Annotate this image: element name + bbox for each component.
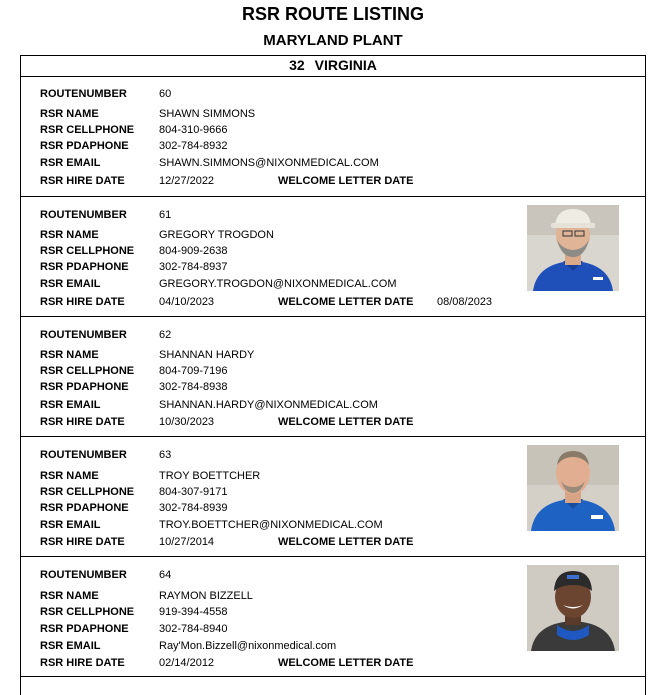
rsr-hire-date-value: 10/27/2014 — [159, 536, 215, 548]
route-number-value: 63 — [159, 449, 172, 461]
route-number-value: 60 — [159, 88, 172, 100]
rsr-name-label: RSR NAME — [40, 590, 99, 602]
rsr-email-label: RSR EMAIL — [40, 519, 101, 531]
region-label: 32 VIRGINIA — [289, 57, 377, 73]
rsr-hire-date-value: 04/10/2023 — [159, 296, 215, 308]
welcome-letter-date-value: 08/08/2023 — [437, 296, 493, 308]
rsr-name-label: RSR NAME — [40, 349, 99, 361]
employee-photo — [527, 565, 619, 651]
rsr-hire-date-value: 02/14/2012 — [159, 657, 215, 669]
rsr-name-value: SHANNAN HARDY — [159, 349, 255, 361]
route-number-label: ROUTENUMBER — [40, 449, 127, 461]
route-number-label: ROUTENUMBER — [40, 209, 127, 221]
rsr-email-label: RSR EMAIL — [40, 278, 101, 290]
rsr-pdaphone-label: RSR PDAPHONE — [40, 623, 129, 635]
rsr-email-value: SHAWN.SIMMONS@NIXONMEDICAL.COM — [159, 157, 379, 169]
rsr-cellphone-value: 804-307-9171 — [159, 486, 228, 498]
rsr-cellphone-value: 804-310-9666 — [159, 124, 228, 136]
route-card — [20, 196, 646, 316]
rsr-cellphone-value: 919-394-4558 — [159, 606, 228, 618]
rsr-hire-date-label: RSR HIRE DATE — [40, 416, 125, 428]
welcome-letter-date-label: WELCOME LETTER DATE — [278, 296, 414, 308]
rsr-pdaphone-value: 302-784-8939 — [159, 502, 228, 514]
route-card — [20, 77, 646, 197]
rsr-email-value: SHANNAN.HARDY@NIXONMEDICAL.COM — [159, 399, 378, 411]
rsr-pdaphone-value: 302-784-8937 — [159, 261, 228, 273]
rsr-email-label: RSR EMAIL — [40, 640, 101, 652]
route-number-label: ROUTENUMBER — [40, 569, 127, 581]
rsr-email-label: RSR EMAIL — [40, 157, 101, 169]
rsr-pdaphone-label: RSR PDAPHONE — [40, 381, 129, 393]
rsr-hire-date-label: RSR HIRE DATE — [40, 175, 125, 187]
rsr-pdaphone-label: RSR PDAPHONE — [40, 140, 129, 152]
rsr-cellphone-label: RSR CELLPHONE — [40, 606, 135, 618]
rsr-name-value: SHAWN SIMMONS — [159, 108, 256, 120]
rsr-email-label: RSR EMAIL — [40, 399, 101, 411]
welcome-letter-date-label: WELCOME LETTER DATE — [278, 175, 414, 187]
rsr-email-value: TROY.BOETTCHER@NIXONMEDICAL.COM — [159, 519, 383, 531]
route-number-label: ROUTENUMBER — [40, 88, 127, 100]
route-card — [20, 436, 646, 556]
rsr-pdaphone-value: 302-784-8932 — [159, 140, 228, 152]
rsr-name-value: TROY BOETTCHER — [159, 470, 261, 482]
rsr-hire-date-value: 12/27/2022 — [159, 175, 215, 187]
rsr-name-label: RSR NAME — [40, 470, 99, 482]
rsr-hire-date-value: 10/30/2023 — [159, 416, 215, 428]
employee-photo — [527, 445, 619, 531]
rsr-pdaphone-value: 302-784-8938 — [159, 381, 228, 393]
page-title: RSR ROUTE LISTING — [241, 4, 424, 24]
employee-photo — [527, 205, 619, 291]
rsr-pdaphone-label: RSR PDAPHONE — [40, 261, 129, 273]
welcome-letter-date-label: WELCOME LETTER DATE — [278, 416, 414, 428]
route-number-label: ROUTENUMBER — [40, 329, 127, 341]
route-card — [20, 556, 646, 676]
rsr-name-label: RSR NAME — [40, 229, 99, 241]
route-number-value: 62 — [159, 329, 172, 341]
rsr-name-label: RSR NAME — [40, 108, 99, 120]
rsr-pdaphone-value: 302-784-8940 — [159, 623, 228, 635]
rsr-cellphone-label: RSR CELLPHONE — [40, 365, 135, 377]
rsr-email-value: Ray'Mon.Bizzell@nixonmedical.com — [159, 640, 337, 652]
welcome-letter-date-label: WELCOME LETTER DATE — [278, 657, 414, 669]
section-divider — [20, 676, 646, 677]
rsr-name-value: GREGORY TROGDON — [159, 229, 274, 241]
route-number-value: 61 — [159, 209, 172, 221]
rsr-hire-date-label: RSR HIRE DATE — [40, 657, 125, 669]
rsr-name-value: RAYMON BIZZELL — [159, 590, 253, 602]
rsr-pdaphone-label: RSR PDAPHONE — [40, 502, 129, 514]
welcome-letter-date-label: WELCOME LETTER DATE — [278, 536, 414, 548]
rsr-hire-date-label: RSR HIRE DATE — [40, 536, 125, 548]
route-number-value: 64 — [159, 569, 172, 581]
route-card — [20, 316, 646, 436]
rsr-cellphone-label: RSR CELLPHONE — [40, 124, 135, 136]
rsr-cellphone-value: 804-709-7196 — [159, 365, 228, 377]
rsr-email-value: GREGORY.TROGDON@NIXONMEDICAL.COM — [159, 278, 397, 290]
rsr-cellphone-value: 804-909-2638 — [159, 245, 228, 257]
page-subtitle: MARYLAND PLANT — [263, 32, 403, 49]
region-header — [20, 55, 646, 77]
rsr-hire-date-label: RSR HIRE DATE — [40, 296, 125, 308]
rsr-cellphone-label: RSR CELLPHONE — [40, 245, 135, 257]
rsr-cellphone-label: RSR CELLPHONE — [40, 486, 135, 498]
